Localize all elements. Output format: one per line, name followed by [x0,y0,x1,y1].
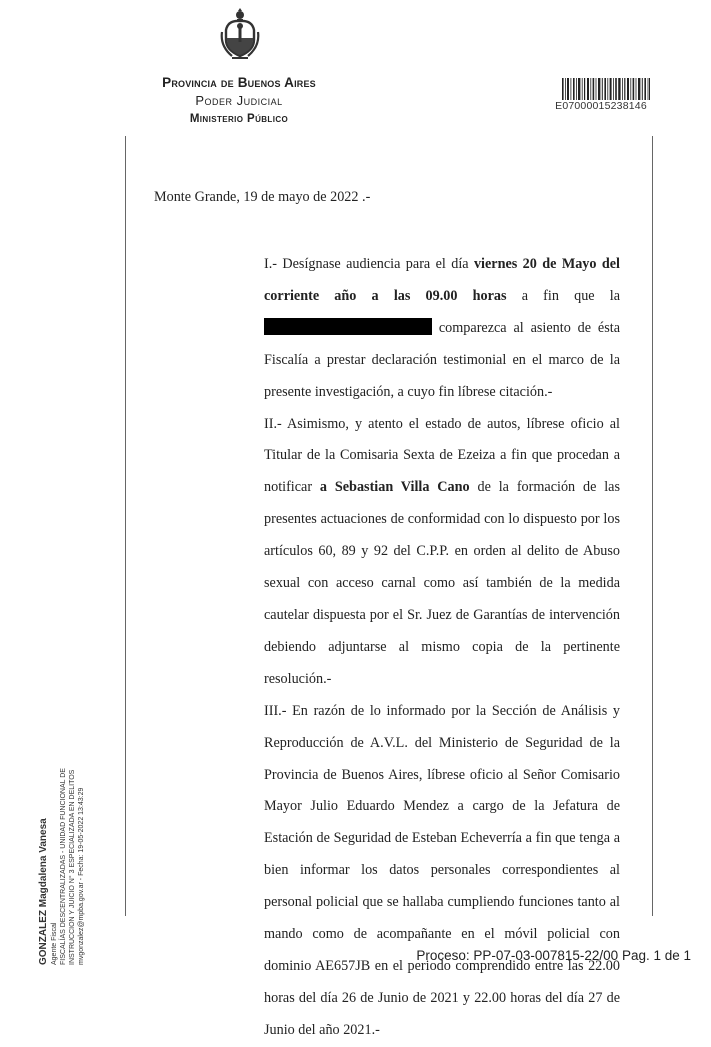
page-footer: Proceso: PP-07-03-007815-22/00 Pag. 1 de 1 [416,948,691,963]
signer-unit-line1: FISCALÍAS DESCENTRALIZADAS - UNIDAD FUNCIONAL DE [60,768,67,965]
signer-name: GONZALEZ Magdalena Vanesa [38,818,49,965]
paragraph-notification: II.- Asimismo, y atento el estado de autos, líbrese oficio al Titular de la Comisaria Sexta de Ezeiza a fin que procedan a notificar a Sebastian Villa Cano de la formación de las presentes actuaciones de conformidad con lo dispuesto por los artículos 60, 89 y 92 del C.P.P. en orden al delito de Abuso sexual con acceso carnal como así también de la medida cautelar dispuesta por el Sr. Juez de Garantías de intervención debiendo adjuntarse al mismo copia de la pertinente resolución.- [264,415,620,687]
header-public-ministry: Ministerio Público [189,113,289,125]
paragraph-designation: I.- Desígnase audiencia para el día viernes 20 de Mayo del corriente año a las 09.00 horas a fin que la comparezca al asiento de ésta Fiscalía a prestar declaración testimonial en el marco de la presente investigación, a cuyo fin líbrese citación.- [264,256,621,400]
barcode-icon [562,78,650,100]
signer-unit-line2: INSTRUCCION Y JUICIO N° 3 ESPECIALIZADA EN DELITOS [69,769,76,965]
date-line: Monte Grande, 19 de mayo de 2022 .- [154,189,371,205]
digital-signature [38,705,118,965]
institution-header [140,74,338,128]
paragraph-police-request: III.- En razón de lo informado por la Sección de Análisis y Reproducción de A.V.L. del Ministerio de Seguridad de la Provincia de Buenos Aires, líbrese oficio al Señor Comisario Mayor Julio Eduardo Mendez a cargo de la Jefatura de Estación de Seguridad de Esteban Echeverría a fin que tenga a bien informar los datos personales correspondientes al personal policial que se hallaba cumpliendo funciones tanto al mando como de acompañante en el móvil policial con dominio AE657JB en el periodo comprendido entre las 22.00 horas del día 26 de Junio de 2021 y 22.00 horas del día 27 de Junio del año 2021.- [264,702,620,1038]
coat-of-arms-icon [218,6,262,62]
left-margin-rule [125,136,126,916]
right-margin-rule [652,136,653,916]
redacted-name [264,318,432,335]
document-body [154,249,620,1047]
signer-role: Agente Fiscal [51,922,58,965]
header-province: Provincia de Buenos Aires [162,75,316,90]
header-judicial-power: Poder Judicial [195,93,283,108]
signer-contact: mvgonzalez@mpba.gov.ar - Fecha: 19-05-2022 13:43:29 [78,787,85,965]
barcode-number: E07000015238146 [555,100,647,112]
